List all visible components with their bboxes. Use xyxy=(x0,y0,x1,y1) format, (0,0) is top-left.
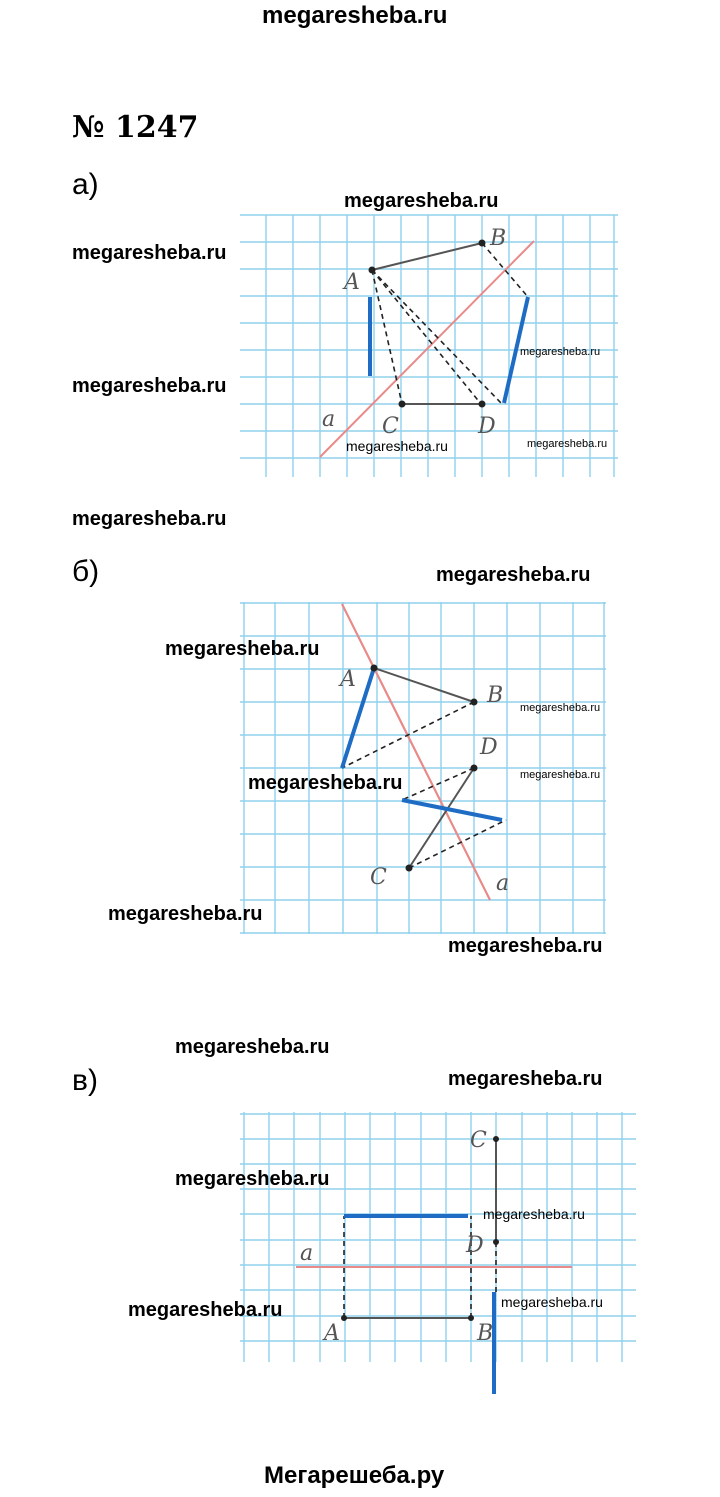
watermark: megaresheba.ru xyxy=(527,438,608,450)
point-b xyxy=(468,1315,474,1321)
label-a: A xyxy=(340,667,356,692)
label-a: A xyxy=(344,270,360,295)
label-a: A xyxy=(324,1321,340,1346)
label-d: D xyxy=(480,735,498,760)
point-a xyxy=(341,1315,347,1321)
label-c: C xyxy=(470,1128,487,1153)
label-c: C xyxy=(370,865,387,890)
label-c: C xyxy=(382,414,399,439)
watermark: megaresheba.ru xyxy=(128,1299,283,1321)
label-line-a: a xyxy=(322,407,336,432)
segment-ab xyxy=(372,243,482,270)
point-d xyxy=(479,401,486,408)
label-line-a: a xyxy=(300,1241,314,1266)
figure-c xyxy=(240,1112,638,1402)
label-b: B xyxy=(487,683,504,708)
watermark: megaresheba.ru xyxy=(501,1294,603,1310)
watermark: megaresheba.ru xyxy=(448,935,603,957)
watermark: megaresheba.ru xyxy=(436,564,591,586)
watermark: megaresheba.ru xyxy=(344,190,499,212)
label-d: D xyxy=(478,414,496,439)
label-d: D xyxy=(466,1233,484,1258)
point-b xyxy=(471,699,478,706)
watermark: megaresheba.ru xyxy=(72,242,227,264)
point-d xyxy=(493,1239,499,1245)
problem-number: № 1247 xyxy=(72,110,199,145)
grid xyxy=(240,1112,636,1362)
footer-watermark: Мегарешеба.ру xyxy=(264,1462,445,1489)
label-b: B xyxy=(477,1321,494,1346)
watermark: megaresheba.ru xyxy=(448,1068,603,1090)
point-c xyxy=(399,401,406,408)
watermark: megaresheba.ru xyxy=(175,1168,330,1190)
point-d xyxy=(471,765,478,772)
point-a xyxy=(371,665,378,672)
point-c xyxy=(406,865,413,872)
watermark: megaresheba.ru xyxy=(520,346,601,358)
watermark: megaresheba.ru xyxy=(520,702,601,714)
watermark: megaresheba.ru xyxy=(483,1206,585,1222)
header-watermark: megaresheba.ru xyxy=(262,2,448,29)
part-b-label: б) xyxy=(72,555,100,588)
watermark: megaresheba.ru xyxy=(165,638,320,660)
dashed-line xyxy=(372,270,481,404)
watermark: megaresheba.ru xyxy=(175,1036,330,1058)
watermark: megaresheba.ru xyxy=(108,903,263,925)
watermark: megaresheba.ru xyxy=(72,375,227,397)
part-a-label: а) xyxy=(72,168,99,201)
part-c-label: в) xyxy=(72,1064,98,1097)
dashed-line xyxy=(372,270,402,404)
watermark: megaresheba.ru xyxy=(248,772,403,794)
watermark: megaresheba.ru xyxy=(72,508,227,530)
watermark: megaresheba.ru xyxy=(520,769,601,781)
watermark: megaresheba.ru xyxy=(346,438,448,454)
point-c xyxy=(493,1136,499,1142)
point-a xyxy=(369,267,376,274)
label-line-a: a xyxy=(496,871,510,896)
label-b: B xyxy=(490,226,507,251)
point-b xyxy=(479,240,486,247)
